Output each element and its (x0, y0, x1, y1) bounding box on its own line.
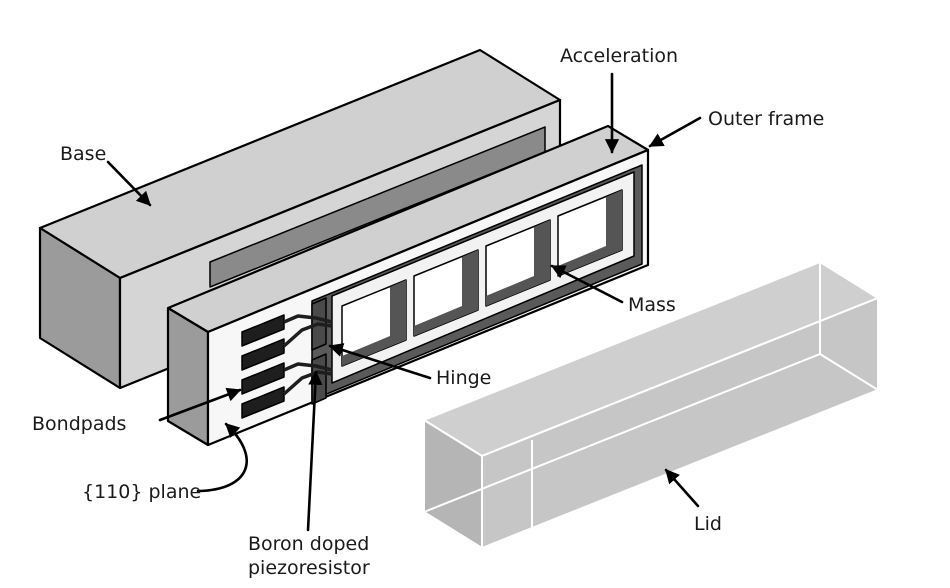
mass-label: Mass (628, 294, 676, 316)
base-label: Base (60, 143, 107, 165)
piezoresistor-label-line2: piezoresistor (248, 557, 370, 579)
outer-frame-arrow (650, 118, 700, 146)
lid-label: Lid (694, 513, 722, 535)
hinge-label: Hinge (436, 367, 492, 389)
bondpads-label: Bondpads (32, 413, 127, 435)
frame-side-face (168, 308, 208, 445)
plane-label: {110} plane (82, 481, 202, 503)
outer-frame-label: Outer frame (708, 108, 825, 130)
piezoresistor-label-line1: Boron doped (248, 533, 370, 555)
acceleration-label: Acceleration (560, 45, 679, 67)
lid-arrow (666, 470, 698, 506)
